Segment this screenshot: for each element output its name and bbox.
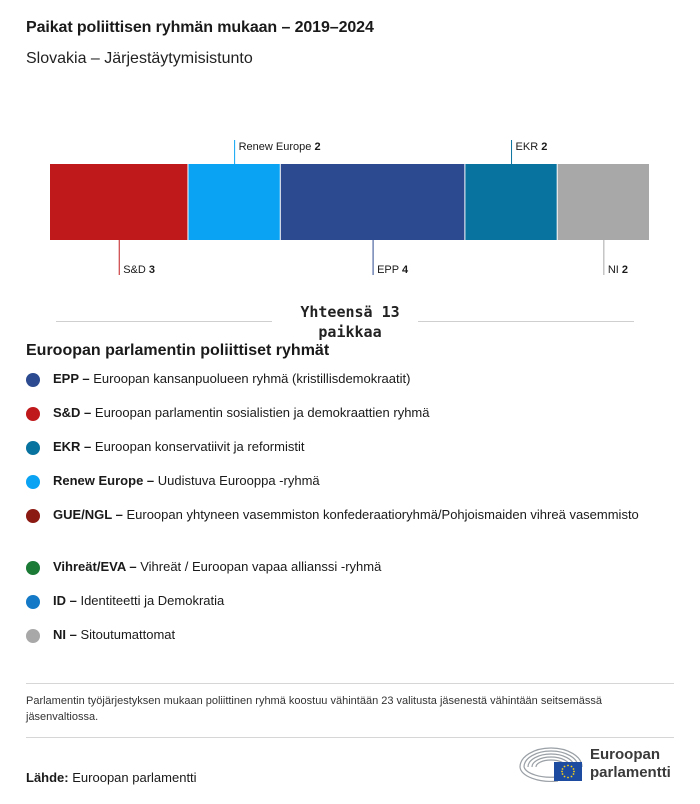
legend-item — [26, 506, 653, 524]
legend-desc: Vihreät / Euroopan vapaa allianssi -ryhmä — [140, 559, 382, 574]
bar-segment — [465, 164, 556, 240]
legend-abbr: S&D – — [53, 405, 92, 420]
legend-abbr: Vihreät/EVA – — [53, 559, 137, 574]
logo-line-2: parlamentti — [590, 764, 671, 781]
legend-item — [26, 404, 653, 422]
legend-desc: Euroopan parlamentin sosialistien ja demokraattien ryhmä — [94, 405, 430, 420]
logo-text — [590, 746, 671, 782]
legend-color-dot — [26, 373, 40, 387]
source-value: Euroopan parlamentti — [72, 770, 197, 785]
parliament-hemicycle-flag-icon — [518, 745, 584, 785]
legend-item — [26, 626, 653, 644]
legend-abbr: NI – — [53, 627, 77, 642]
chart-subtitle: Slovakia – Järjestäytymisistunto — [26, 50, 253, 67]
legend-color-dot — [26, 475, 40, 489]
bar-data-label: NI 2 — [607, 264, 629, 276]
legend-item — [26, 370, 653, 388]
legend-color-dot — [26, 407, 40, 421]
divider-bottom — [26, 737, 674, 738]
legend-item — [26, 472, 653, 490]
legend-item — [26, 558, 653, 576]
legend-abbr: ID – — [53, 593, 77, 608]
legend-desc: Uudistuva Eurooppa -ryhmä — [157, 473, 320, 488]
bar-data-label: Renew Europe 2 — [238, 141, 321, 153]
legend-color-dot — [26, 595, 40, 609]
legend-abbr: EPP – — [53, 371, 90, 386]
logo-line-1: Euroopan — [590, 746, 660, 763]
bar-data-label: S&D 3 — [123, 264, 156, 276]
bar-segment — [558, 164, 649, 240]
legend-color-dot — [26, 441, 40, 455]
legend-item — [26, 592, 653, 610]
legend-desc: Identiteetti ja Demokratia — [80, 593, 225, 608]
legend-abbr: Renew Europe – — [53, 473, 155, 488]
bar-segment — [281, 164, 465, 240]
chart-title: Paikat poliittisen ryhmän mukaan – 2019–2024 — [26, 19, 374, 36]
total-rule-left — [56, 321, 272, 322]
legend-desc: Euroopan yhtyneen vasemmiston konfederaatioryhmä/Pohjoismaiden vihreä vasemmisto — [126, 507, 639, 522]
bar-segment — [50, 164, 187, 240]
legend-desc: Euroopan kansanpuolueen ryhmä (kristillisdemokraatit) — [93, 371, 411, 386]
divider-top — [26, 683, 674, 684]
footnote: Parlamentin työjärjestyksen mukaan poliittinen ryhmä koostuu vähintään 23 valitusta jäsenestä vähintään seitsemässä jäsenvaltiossa. — [26, 695, 602, 723]
legend-color-dot — [26, 561, 40, 575]
bar-data-label: EPP 4 — [377, 264, 409, 276]
legend-title: Euroopan parlamentin poliittiset ryhmät — [26, 342, 330, 359]
legend-desc: Sitoutumattomat — [80, 627, 176, 642]
european-parliament-logo — [518, 745, 678, 785]
legend-abbr: EKR – — [53, 439, 92, 454]
total-seats-label: Yhteensä 13 paikkaa — [300, 303, 400, 341]
bar-data-label: EKR 2 — [515, 141, 548, 153]
legend-desc: Euroopan konservatiivit ja reformistit — [94, 439, 305, 454]
legend-abbr: GUE/NGL – — [53, 507, 123, 522]
legend-color-dot — [26, 509, 40, 523]
legend-color-dot — [26, 629, 40, 643]
total-rule-right — [418, 321, 634, 322]
stacked-seat-bar-chart — [0, 125, 700, 285]
bar-segment — [188, 164, 279, 240]
total-seats — [0, 299, 700, 343]
source — [26, 770, 197, 785]
source-label: Lähde: — [26, 770, 69, 785]
legend-item — [26, 438, 653, 456]
